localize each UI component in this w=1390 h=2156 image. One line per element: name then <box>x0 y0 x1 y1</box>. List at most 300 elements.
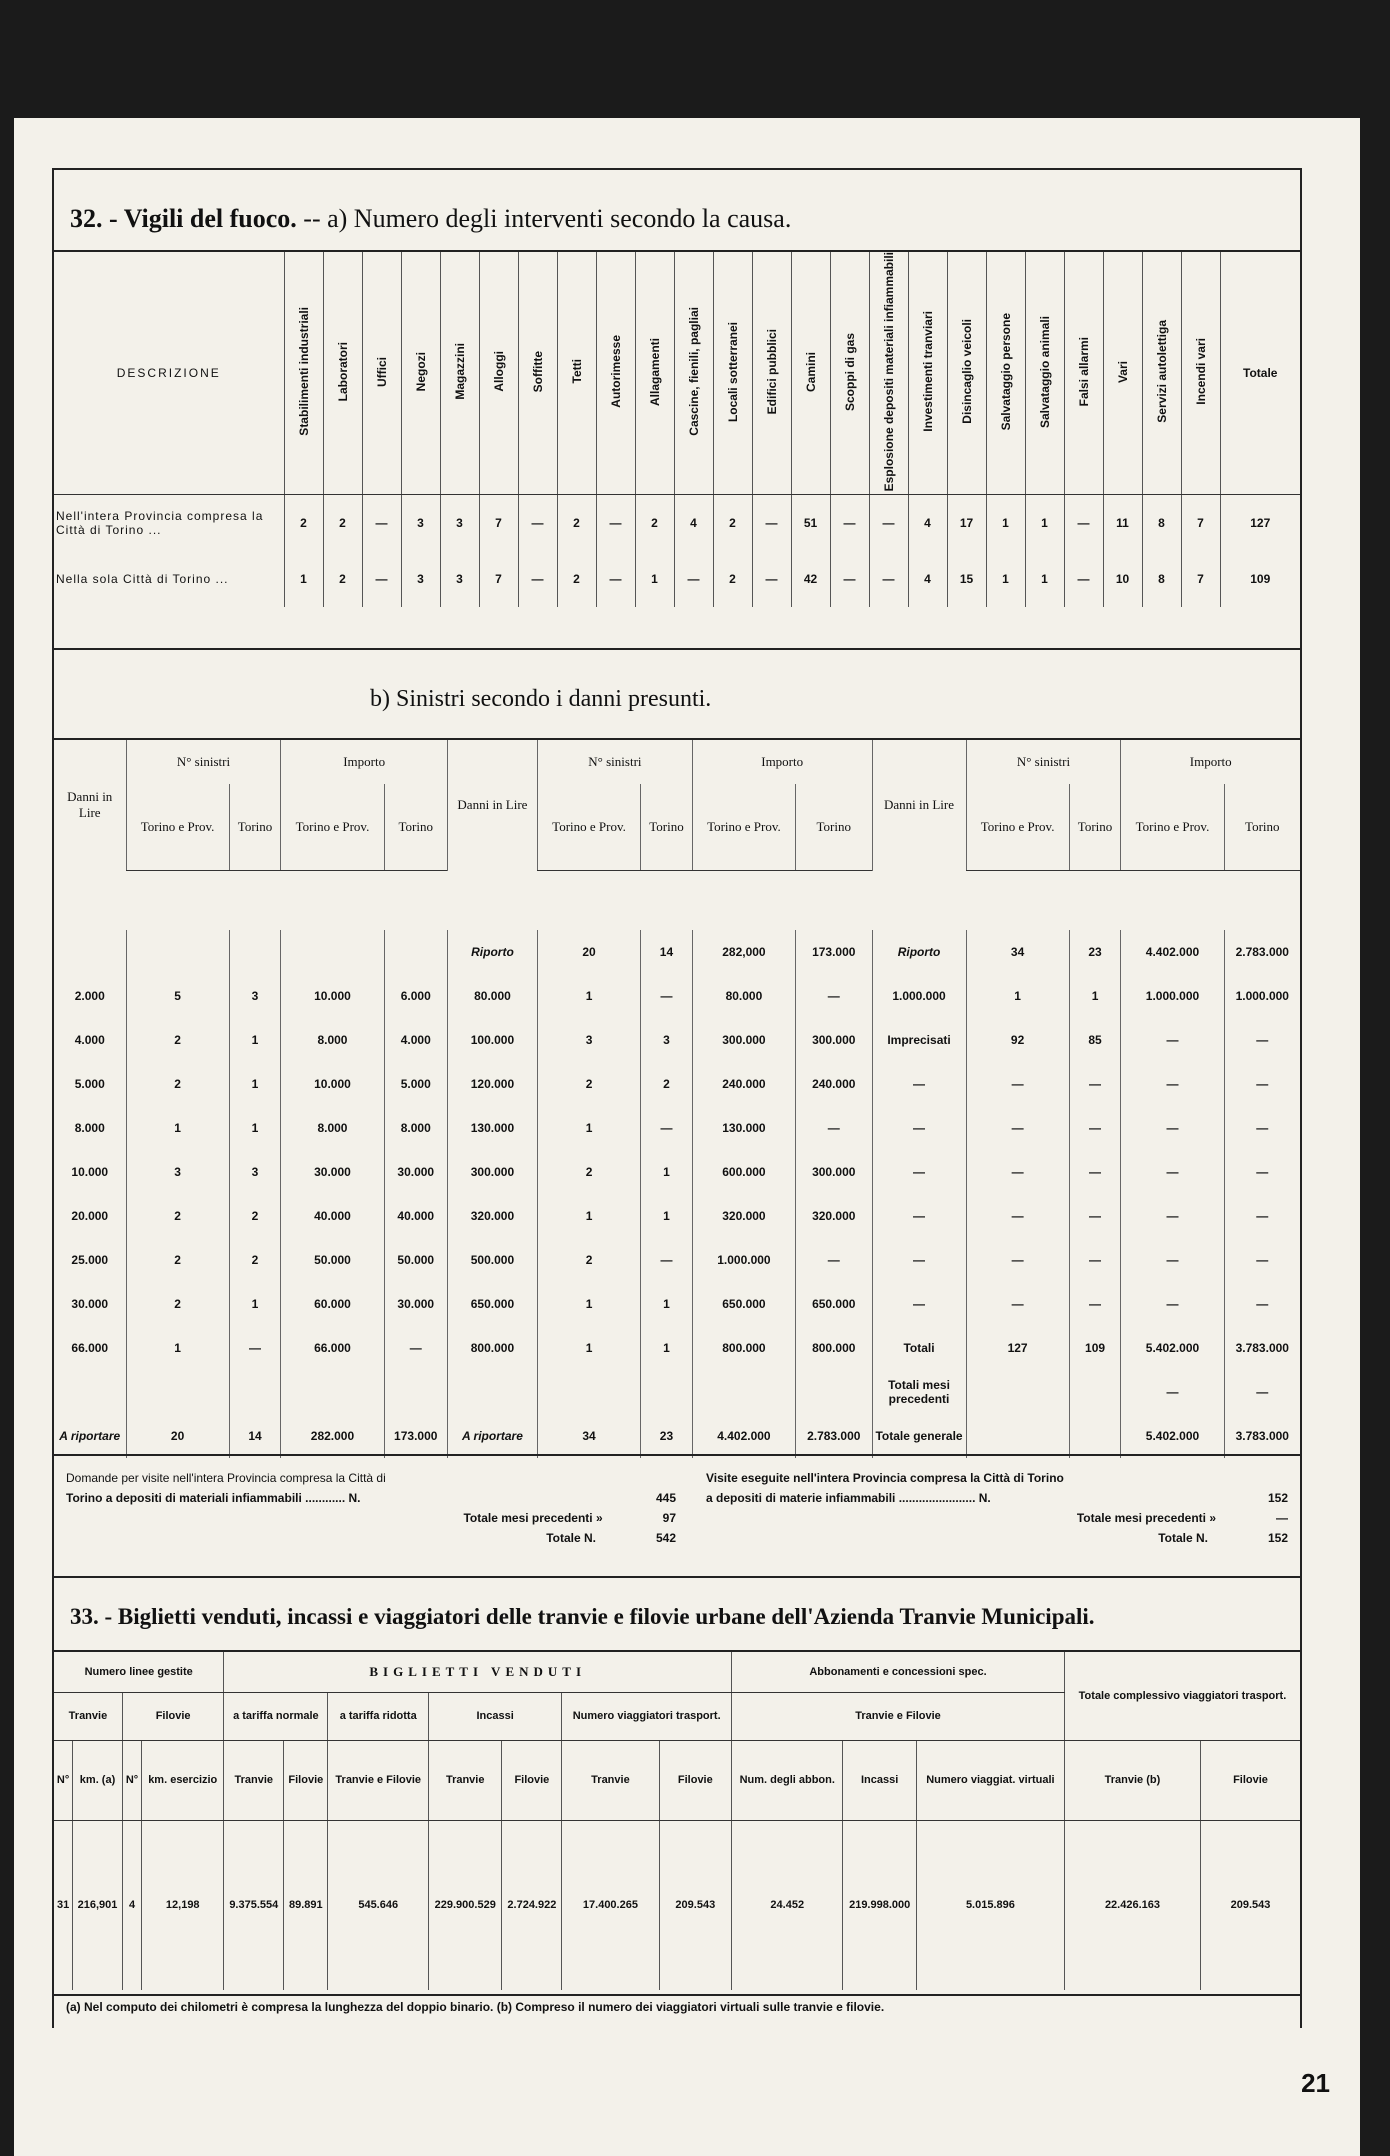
col-cause-header <box>986 252 1025 495</box>
table-cell: — <box>830 495 869 551</box>
table-cell: — <box>596 551 635 607</box>
table-cell <box>447 1370 537 1414</box>
table-cell: 34 <box>537 1414 640 1458</box>
table-cell: 173.000 <box>384 1414 447 1458</box>
table-cell <box>384 930 447 974</box>
col-cause-label: Allagamenti <box>647 337 662 406</box>
table-cell: — <box>641 974 693 1018</box>
table-cell: 1 <box>229 1018 281 1062</box>
table-cell: 6.000 <box>384 974 447 1018</box>
col-torino: Torino <box>641 784 693 870</box>
table-cell: 2 <box>126 1238 229 1282</box>
section-32-subtitle: -- a) Numero degli interventi secondo la causa. <box>303 204 792 233</box>
col-cause-label: Locali sotterranei <box>725 321 740 422</box>
table-cell: 10 <box>1103 551 1142 607</box>
table-cell: 4 <box>122 1820 141 1990</box>
table-cell: — <box>966 1106 1069 1150</box>
col-group-sinistri: N° sinistri <box>537 740 692 784</box>
col-torino-prov: Torino e Prov. <box>126 784 229 870</box>
col-cause-label: Servizi autolettiga <box>1154 320 1169 424</box>
table-cell: 300.000 <box>796 1018 873 1062</box>
col-biglietti: BIGLIETTI VENDUTI <box>224 1652 732 1692</box>
table-cell: 2 <box>229 1194 281 1238</box>
col-cause-label: Falsi allarmi <box>1076 337 1091 407</box>
table-cell: 130.000 <box>447 1106 537 1150</box>
col-tranvie-filovie: Tranvie e Filovie <box>328 1740 429 1820</box>
table-cell: — <box>966 1282 1069 1326</box>
table-row <box>54 1414 1300 1458</box>
table-cell: 5.402.000 <box>1121 1414 1224 1458</box>
col-group-importo: Importo <box>692 740 872 784</box>
table-cell: 5.402.000 <box>1121 1326 1224 1370</box>
col-tariffa-ridotta: a tariffa ridotta <box>328 1692 429 1740</box>
col-cause-header <box>1025 252 1064 495</box>
table-cell: A riportare <box>59 1429 121 1443</box>
table-cell: — <box>869 495 908 551</box>
table-cell: 130.000 <box>692 1106 795 1150</box>
col-linee: Numero linee gestite <box>54 1652 224 1692</box>
notes-left <box>66 1468 676 1548</box>
table-cell <box>229 930 281 974</box>
col-n: N° <box>54 1740 73 1820</box>
damages-table <box>54 740 1300 1458</box>
table-cell: 8.000 <box>281 1106 384 1150</box>
table-cell: 30.000 <box>71 1297 109 1311</box>
col-km-esercizio: km. esercizio <box>142 1740 224 1820</box>
table-row <box>54 1282 1300 1326</box>
col-cause-header <box>1220 252 1300 495</box>
col-torino: Torino <box>384 784 447 870</box>
col-danni: Danni in Lire <box>447 740 537 870</box>
table-cell: Totali <box>872 1326 966 1370</box>
table-cell: 1 <box>229 1062 281 1106</box>
note-line: a depositi di materie infiammabili ....................... N. <box>706 1491 991 1505</box>
table-cell: 9.375.554 <box>224 1820 284 1990</box>
table-cell: 2 <box>284 495 323 551</box>
col-cause-header <box>1181 252 1220 495</box>
col-cause-header <box>362 252 401 495</box>
col-incassi: Incassi <box>843 1740 916 1820</box>
col-cause-label: Investimenti tranviari <box>920 311 935 433</box>
table-cell: 320.000 <box>796 1194 873 1238</box>
table-cell: 2.783.000 <box>796 1414 873 1458</box>
table-cell: — <box>1069 1238 1121 1282</box>
table-cell: 1 <box>537 1106 640 1150</box>
table-cell: 8.000 <box>384 1106 447 1150</box>
table-cell: — <box>1121 1238 1224 1282</box>
divider <box>52 1454 1302 1456</box>
table-cell: 120.000 <box>447 1062 537 1106</box>
scan-border-left <box>0 128 14 2156</box>
table-cell: — <box>1121 1150 1224 1194</box>
table-cell: 1 <box>537 1326 640 1370</box>
table-cell: — <box>1064 495 1103 551</box>
section-32-heading <box>70 204 791 234</box>
table-cell: — <box>1121 1062 1224 1106</box>
table-cell: 300.000 <box>447 1150 537 1194</box>
col-abbonamenti: Abbonamenti e concessioni spec. <box>732 1652 1065 1692</box>
table-cell: 3 <box>126 1150 229 1194</box>
table-cell: Totale generale <box>872 1414 966 1458</box>
col-cause-label: Camini <box>803 351 818 392</box>
table-cell: 282.000 <box>281 1414 384 1458</box>
table-cell: 1 <box>284 551 323 607</box>
table-cell: — <box>1224 1370 1300 1414</box>
table-cell: 66.000 <box>281 1326 384 1370</box>
row-label: Nella sola Città di Torino ... <box>56 571 229 586</box>
table-cell: 14 <box>229 1414 281 1458</box>
table-cell: 4.000 <box>384 1018 447 1062</box>
table-cell: — <box>384 1326 447 1370</box>
col-cause-header <box>440 252 479 495</box>
table-cell: — <box>796 1106 873 1150</box>
table-cell: 3 <box>401 551 440 607</box>
table-cell: — <box>1069 1194 1121 1238</box>
table-cell: 50.000 <box>281 1238 384 1282</box>
table-cell: — <box>966 1150 1069 1194</box>
table-cell: 3 <box>440 551 479 607</box>
table-cell: 12,198 <box>142 1820 224 1990</box>
col-km: km. (a) <box>73 1740 123 1820</box>
table-cell: 1.000.000 <box>1224 974 1300 1018</box>
table-cell: 34 <box>966 930 1069 974</box>
table-cell: — <box>1069 1150 1121 1194</box>
table-cell: 42 <box>791 551 830 607</box>
section-b-subtitle: b) Sinistri secondo i danni presunti. <box>370 686 712 712</box>
col-torino-prov: Torino e Prov. <box>537 784 640 870</box>
col-cause-label: Edifici pubblici <box>764 329 779 415</box>
table-cell: 20.000 <box>71 1209 109 1223</box>
col-cause-label: Incendi vari <box>1193 338 1208 406</box>
table-cell: — <box>796 974 873 1018</box>
page-number: 21 <box>1301 2068 1330 2098</box>
col-cause-label: Laboratori <box>335 342 350 402</box>
col-cause-label: Negozi <box>413 352 428 392</box>
table-cell: A riportare <box>447 1414 537 1458</box>
table-cell: 282,000 <box>692 930 795 974</box>
col-cause-header <box>1142 252 1181 495</box>
table-cell <box>229 1370 281 1414</box>
table-cell: — <box>641 1238 693 1282</box>
table-cell: — <box>1224 1106 1300 1150</box>
note-total-value: 542 <box>655 1531 676 1545</box>
table-cell: — <box>752 495 791 551</box>
col-group-sinistri: N° sinistri <box>126 740 281 784</box>
table-cell: — <box>641 1106 693 1150</box>
table-cell: 300.000 <box>692 1018 795 1062</box>
table-cell: 17.400.265 <box>562 1820 659 1990</box>
col-cause-label: Tetti <box>569 359 584 384</box>
note-prev-label: Totale mesi precedenti » <box>1076 1511 1216 1525</box>
table-cell: 100.000 <box>447 1018 537 1062</box>
table-cell: 2.724.922 <box>502 1820 562 1990</box>
col-cause-label: Uffici <box>374 356 389 387</box>
col-torino: Torino <box>1069 784 1121 870</box>
table-cell: 1 <box>986 495 1025 551</box>
col-cause-header <box>908 252 947 495</box>
table-cell: 85 <box>1069 1018 1121 1062</box>
col-cause-label: Scoppi di gas <box>842 332 857 411</box>
table-cell: 4.402.000 <box>692 1414 795 1458</box>
table-cell: 1 <box>1025 495 1064 551</box>
table-cell: Totali mesi precedenti <box>872 1370 966 1414</box>
table-cell: — <box>872 1062 966 1106</box>
section-33-title: 33. - Biglietti venduti, incassi e viaggiatori delle tranvie e filovie urbane dell'Azienda Tranvie Municipali. <box>70 1604 1095 1629</box>
table-cell: 11 <box>1103 495 1142 551</box>
table-cell: 209.543 <box>659 1820 732 1990</box>
note-line: Torino a depositi di materiali infiammabili ............ N. <box>66 1491 361 1505</box>
table-cell: 173.000 <box>796 930 873 974</box>
table-cell <box>966 1414 1069 1458</box>
table-cell: 650.000 <box>692 1282 795 1326</box>
col-cause-header <box>713 252 752 495</box>
col-totale-complessivo: Totale complessivo viaggiatori trasport. <box>1064 1652 1300 1740</box>
note-total-label: Totale N. <box>546 1531 596 1545</box>
col-tranvie: Tranvie <box>54 1692 122 1740</box>
table-cell <box>641 1370 693 1414</box>
table-cell: 2 <box>126 1194 229 1238</box>
table-cell: 240.000 <box>796 1062 873 1106</box>
col-cause-header <box>830 252 869 495</box>
table-cell: 3.783.000 <box>1224 1326 1300 1370</box>
col-cause-header <box>401 252 440 495</box>
table-row <box>54 974 1300 1018</box>
table-cell: 1 <box>126 1326 229 1370</box>
table-cell: 1 <box>641 1326 693 1370</box>
table-cell: Imprecisati <box>872 1018 966 1062</box>
col-group-importo: Importo <box>281 740 448 784</box>
table-cell: 2 <box>537 1238 640 1282</box>
table-cell: 3 <box>641 1018 693 1062</box>
table-cell: 1 <box>126 1106 229 1150</box>
section-32-title: - Vigili del fuoco. <box>109 204 297 233</box>
table-cell: 240.000 <box>692 1062 795 1106</box>
table-cell: 7 <box>1181 551 1220 607</box>
table-cell: 3 <box>537 1018 640 1062</box>
table-cell <box>692 1370 795 1414</box>
col-filovie: Filovie <box>659 1740 732 1820</box>
table-cell: — <box>872 1282 966 1326</box>
table-cell: — <box>1064 551 1103 607</box>
table-cell: — <box>872 1106 966 1150</box>
col-torino-prov: Torino e Prov. <box>692 784 795 870</box>
note-line: Domande per visite nell'intera Provincia compresa la Città di <box>66 1471 386 1485</box>
table-cell <box>796 1370 873 1414</box>
table-cell: 1 <box>641 1282 693 1326</box>
table-cell <box>126 1370 229 1414</box>
table-cell: Riporto <box>872 930 966 974</box>
col-cause-header <box>1103 252 1142 495</box>
col-cause-header <box>791 252 830 495</box>
table-cell: — <box>796 1238 873 1282</box>
table-cell: 4 <box>674 495 713 551</box>
scan-border-top <box>0 0 1390 128</box>
col-filovie: Filovie <box>1201 1740 1300 1820</box>
table-cell: Riporto <box>447 930 537 974</box>
col-filovie: Filovie <box>502 1740 562 1820</box>
table-cell <box>54 1370 126 1414</box>
col-cause-header <box>518 252 557 495</box>
table-cell: 3 <box>440 495 479 551</box>
table-cell <box>1069 1414 1121 1458</box>
col-torino-prov: Torino e Prov. <box>281 784 384 870</box>
table-cell <box>966 1370 1069 1414</box>
table-cell: 2.000 <box>74 989 105 1003</box>
table-cell: 23 <box>1069 930 1121 974</box>
table-cell: 800.000 <box>796 1326 873 1370</box>
table-cell: — <box>1121 1282 1224 1326</box>
table-cell: 2 <box>323 551 362 607</box>
table-cell: 14 <box>641 930 693 974</box>
footnote: (a) Nel computo dei chilometri è compresa la lunghezza del doppio binario. (b) Compreso il numero dei viaggiatori virtuali sulle tranvie e filovie. <box>66 2000 885 2014</box>
table-cell: — <box>869 551 908 607</box>
table-cell: 25.000 <box>71 1253 109 1267</box>
table-cell: 7 <box>479 551 518 607</box>
table-row <box>54 1062 1300 1106</box>
col-incassi: Incassi <box>429 1692 562 1740</box>
col-torino: Torino <box>1224 784 1300 870</box>
table-cell: — <box>518 551 557 607</box>
table-cell: — <box>1069 1062 1121 1106</box>
table-cell: 3 <box>229 974 281 1018</box>
table-cell: 40.000 <box>384 1194 447 1238</box>
divider <box>52 1576 1302 1578</box>
col-cause-header <box>323 252 362 495</box>
table-cell: — <box>1224 1062 1300 1106</box>
table-cell: 1.000.000 <box>692 1238 795 1282</box>
table-cell: 109 <box>1069 1326 1121 1370</box>
table-cell: 216,901 <box>73 1820 123 1990</box>
scan-border-right <box>1360 0 1390 2156</box>
table-cell: 1 <box>537 974 640 1018</box>
col-tranvie-filovie: Tranvie e Filovie <box>732 1692 1065 1740</box>
table-cell <box>281 930 384 974</box>
table-cell: 2 <box>713 551 752 607</box>
table-row <box>54 1326 1300 1370</box>
table-cell: 89.891 <box>284 1820 328 1990</box>
table-cell: 4.000 <box>74 1033 105 1047</box>
table-cell: 23 <box>641 1414 693 1458</box>
table-cell: 7 <box>479 495 518 551</box>
interventions-table <box>54 252 1300 607</box>
col-n: N° <box>122 1740 141 1820</box>
table-cell: 2 <box>126 1062 229 1106</box>
col-tariffa-normale: a tariffa normale <box>224 1692 328 1740</box>
table-cell: — <box>1121 1194 1224 1238</box>
table-cell: 5.000 <box>384 1062 447 1106</box>
table-cell: 1 <box>229 1106 281 1150</box>
table-cell: 2 <box>641 1062 693 1106</box>
col-cause-label: Soffitte <box>530 351 545 393</box>
table-cell: 40.000 <box>281 1194 384 1238</box>
table-cell: 1 <box>1069 974 1121 1018</box>
col-danni: Danni in Lire <box>67 789 113 820</box>
table-cell: 22.426.163 <box>1064 1820 1200 1990</box>
table-cell: 8 <box>1142 551 1181 607</box>
col-tranvie: Tranvie <box>224 1740 284 1820</box>
table-cell: — <box>1224 1194 1300 1238</box>
col-danni: Danni in Lire <box>872 740 966 870</box>
table-cell: 650.000 <box>796 1282 873 1326</box>
note-prev-label: Totale mesi precedenti » <box>463 1511 603 1525</box>
col-tranvie: Tranvie <box>562 1740 659 1820</box>
col-num-virtuali: Numero viaggiat. virtuali <box>916 1740 1064 1820</box>
table-cell: 7 <box>1181 495 1220 551</box>
table-cell: 127 <box>1220 495 1300 551</box>
table-cell <box>384 1370 447 1414</box>
col-cause-header <box>635 252 674 495</box>
table-cell: 66.000 <box>71 1341 109 1355</box>
col-cause-label: Cascine, fienili, pagliai <box>686 307 701 437</box>
table-cell: — <box>1069 1282 1121 1326</box>
notes-right <box>706 1468 1288 1548</box>
table-cell: 320.000 <box>447 1194 537 1238</box>
table-cell: 2 <box>229 1238 281 1282</box>
table-cell: 209.543 <box>1201 1820 1300 1990</box>
table-cell: 2 <box>126 1018 229 1062</box>
table-cell: — <box>596 495 635 551</box>
table-cell: 2 <box>635 495 674 551</box>
table-cell: — <box>1224 1282 1300 1326</box>
table-cell: 219.998.000 <box>843 1820 916 1990</box>
table-cell: 10.000 <box>71 1165 109 1179</box>
table-cell: 1.000.000 <box>1121 974 1224 1018</box>
table-cell: 8 <box>1142 495 1181 551</box>
table-cell <box>281 1370 384 1414</box>
table-cell: 10.000 <box>281 974 384 1018</box>
col-cause-header <box>284 252 323 495</box>
table-row <box>54 1106 1300 1150</box>
table-cell: 1 <box>641 1194 693 1238</box>
col-group-importo: Importo <box>1121 740 1300 784</box>
table-cell: 4.402.000 <box>1121 930 1224 974</box>
col-cause-header <box>479 252 518 495</box>
table-cell: 92 <box>966 1018 1069 1062</box>
col-filovie: Filovie <box>284 1740 328 1820</box>
table-cell: — <box>752 551 791 607</box>
note-total-label: Totale N. <box>1158 1531 1208 1545</box>
table-cell <box>537 1370 640 1414</box>
table-cell: — <box>966 1238 1069 1282</box>
col-torino-prov: Torino e Prov. <box>1121 784 1224 870</box>
table-cell: 5.015.896 <box>916 1820 1064 1990</box>
table-cell: 2 <box>537 1150 640 1194</box>
table-row <box>54 1018 1300 1062</box>
table-cell: 320.000 <box>692 1194 795 1238</box>
table-row <box>54 930 1300 974</box>
table-cell: 500.000 <box>447 1238 537 1282</box>
col-cause-label: Disincaglio veicoli <box>959 319 974 425</box>
table-cell: — <box>872 1194 966 1238</box>
table-cell: 545.646 <box>328 1820 429 1990</box>
table-cell: — <box>872 1238 966 1282</box>
table-cell: 800.000 <box>447 1326 537 1370</box>
row-label: Nell'intera Provincia compresa la Città di Torino ... <box>56 509 264 538</box>
table-cell: — <box>1224 1018 1300 1062</box>
table-row <box>54 1820 1300 1990</box>
table-cell: 1 <box>1025 551 1064 607</box>
table-cell: 1.000.000 <box>872 974 966 1018</box>
table-cell: 31 <box>56 1899 70 1912</box>
col-cause-label: Alloggi <box>491 351 506 393</box>
table-row <box>54 1194 1300 1238</box>
col-cause-header <box>947 252 986 495</box>
table-cell: 30.000 <box>281 1150 384 1194</box>
note-prev-value: 97 <box>662 1511 676 1525</box>
table-row <box>54 1370 1300 1414</box>
table-cell: — <box>674 551 713 607</box>
table-cell: 2 <box>323 495 362 551</box>
